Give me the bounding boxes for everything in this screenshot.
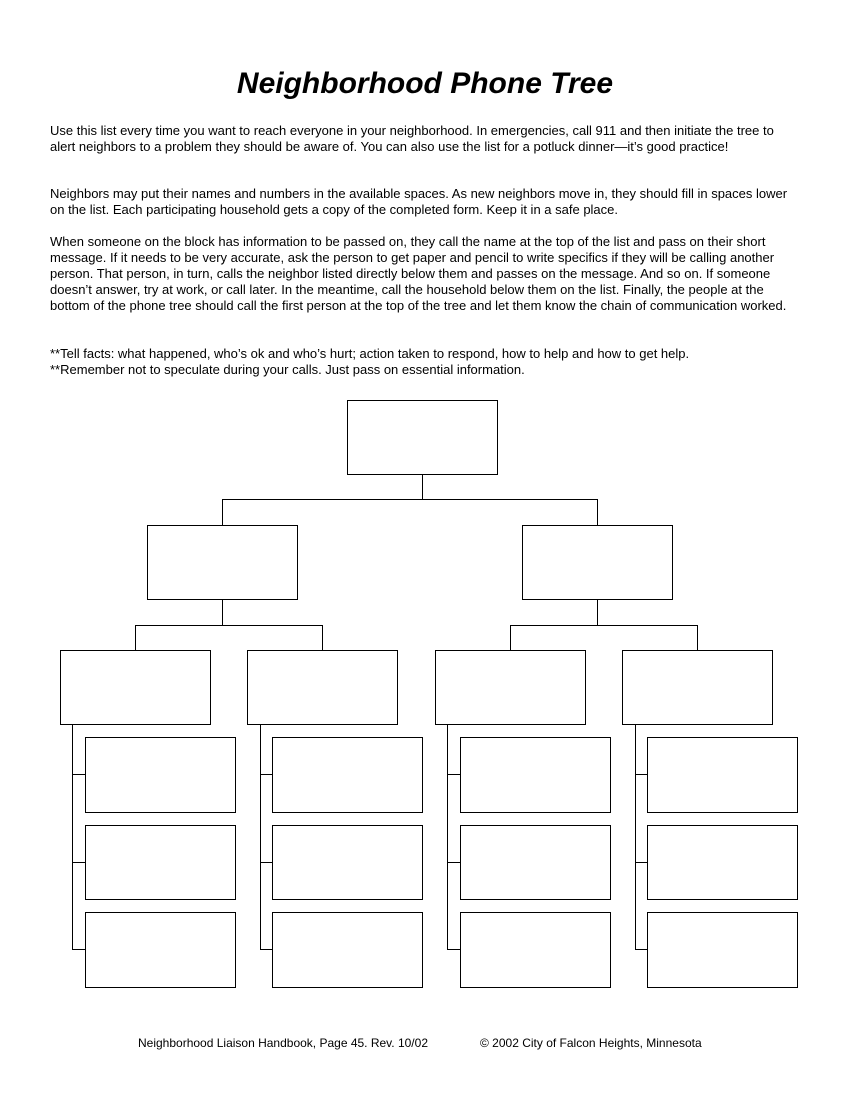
connector-line bbox=[447, 949, 460, 950]
connector-line bbox=[222, 499, 223, 525]
page-title: Neighborhood Phone Tree bbox=[236, 67, 614, 100]
tree-box-level4-col3-3[interactable] bbox=[460, 912, 611, 988]
tree-box-level4-col1-2[interactable] bbox=[85, 825, 236, 900]
connector-line bbox=[222, 600, 223, 625]
connector-line bbox=[260, 774, 272, 775]
connector-line bbox=[135, 625, 323, 626]
tree-box-level3-3[interactable] bbox=[435, 650, 586, 725]
footer-handbook-ref: Neighborhood Liaison Handbook, Page 45. Rev. 10/02 bbox=[138, 1036, 428, 1050]
connector-line bbox=[635, 725, 636, 950]
connector-line bbox=[422, 475, 423, 499]
connector-line bbox=[222, 499, 598, 500]
connector-line bbox=[447, 774, 460, 775]
connector-line bbox=[635, 862, 647, 863]
tree-box-level2-right[interactable] bbox=[522, 525, 673, 600]
connector-line bbox=[697, 625, 698, 650]
connector-line bbox=[72, 774, 85, 775]
connector-line bbox=[72, 862, 85, 863]
connector-line bbox=[510, 625, 511, 650]
tree-box-level4-col4-2[interactable] bbox=[647, 825, 798, 900]
connector-line bbox=[447, 862, 460, 863]
connector-line bbox=[135, 625, 136, 650]
connector-line bbox=[635, 774, 647, 775]
connector-line bbox=[72, 725, 73, 950]
connector-line bbox=[260, 949, 272, 950]
tree-box-level3-2[interactable] bbox=[247, 650, 398, 725]
notes-block bbox=[50, 346, 792, 378]
connector-line bbox=[260, 725, 261, 950]
footer-copyright: © 2002 City of Falcon Heights, Minnesota bbox=[480, 1036, 702, 1050]
tree-box-level4-col4-3[interactable] bbox=[647, 912, 798, 988]
tree-box-level4-col1-3[interactable] bbox=[85, 912, 236, 988]
tree-box-level4-col2-1[interactable] bbox=[272, 737, 423, 813]
tree-box-level4-col3-2[interactable] bbox=[460, 825, 611, 900]
tree-box-level4-col3-1[interactable] bbox=[460, 737, 611, 813]
note-no-speculation: **Remember not to speculate during your calls. Just pass on essential information. bbox=[50, 362, 525, 377]
tree-box-level4-col1-1[interactable] bbox=[85, 737, 236, 813]
connector-line bbox=[72, 949, 85, 950]
connector-line bbox=[510, 625, 698, 626]
connector-line bbox=[260, 862, 272, 863]
connector-line bbox=[322, 625, 323, 650]
connector-line bbox=[447, 725, 448, 950]
tree-box-level4-col2-2[interactable] bbox=[272, 825, 423, 900]
connector-line bbox=[597, 499, 598, 525]
tree-box-level3-4[interactable] bbox=[622, 650, 773, 725]
page-footer bbox=[0, 1035, 850, 1051]
tree-box-level4-col2-3[interactable] bbox=[272, 912, 423, 988]
tree-box-level4-col4-1[interactable] bbox=[647, 737, 798, 813]
note-tell-facts: **Tell facts: what happened, who’s ok and who’s hurt; action taken to respond, how to help and how to get help. bbox=[50, 346, 690, 361]
tree-box-root[interactable] bbox=[347, 400, 498, 475]
tree-box-level2-left[interactable] bbox=[147, 525, 298, 600]
procedure-paragraph: When someone on the block has information to be passed on, they call the name at the top of the list and pass on their short message. If it needs to be very accurate, ask the person to get paper and pencil to write specifics if they will be calling another person. That person, in turn, calls the neighbor listed directly below them and passes on the message. And so on. If someone doesn’t answer, try at work, or call later. In the meantime, call the household below them on the list. Finally, the people at the bottom of the phone tree should call the first person at the top of the tree and let them know the chain of communication worked. bbox=[50, 234, 787, 313]
connector-line bbox=[597, 600, 598, 625]
intro-paragraph: Use this list every time you want to reach everyone in your neighborhood. In emergencies, call 911 and then initiate the tree to alert neighbors to a problem they should be aware of. You can also use the list for a potluck dinner—it’s good practice! bbox=[50, 123, 774, 154]
instructions-paragraph: Neighbors may put their names and numbers in the available spaces. As new neighbors move in, they should fill in spaces lower on the list. Each participating household gets a copy of the completed form. Keep it in a safe place. bbox=[50, 186, 788, 217]
connector-line bbox=[635, 949, 647, 950]
tree-box-level3-1[interactable] bbox=[60, 650, 211, 725]
